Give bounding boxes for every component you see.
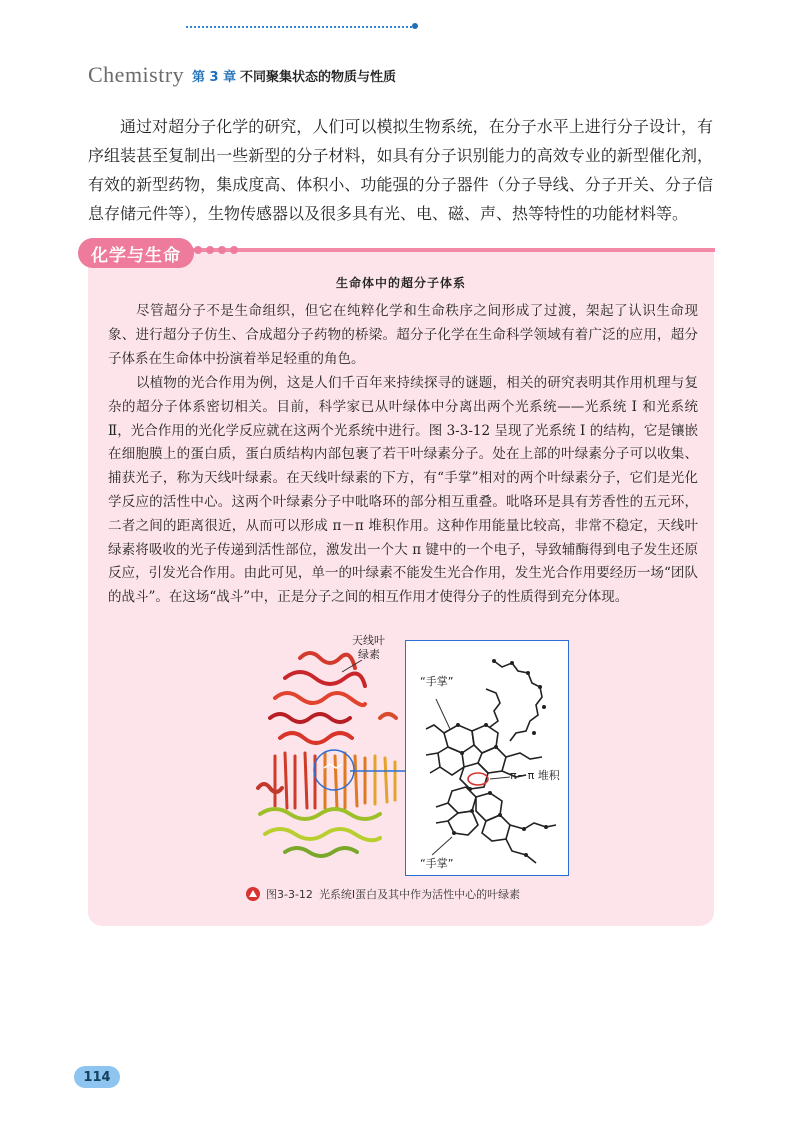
chapter-topic: 不同聚集状态的物质与性质 [240,70,397,85]
header-dotted-rule [186,26,416,28]
protein-ribbon-illustration [240,638,410,878]
label-palm-bottom: “手掌” [420,857,454,870]
feature-box-title: 生命体中的超分子体系 [335,276,466,290]
caption-marker-icon [246,887,260,901]
intro-paragraph: 通过对超分子化学的研究，人们可以模拟生物系统，在分子水平上进行分子设计，有序组装甚至复制出一些新型的分子材料，如具有分子识别能力的高效专业的新型催化剂，有效的新型药物，集成度高、体积小、功能强的分子器件（分子导线、分子开关、分子信息存储元件等），生物传感器以及很多具有光、电、磁、声、热等特性的功能材料等。 [88,117,713,223]
running-header [88,60,428,90]
header-rule-end-dot [412,23,418,29]
label-antenna-line2: 绿素 [358,648,380,661]
feature-box-top-rule [185,248,715,252]
book-title: Chemistry [88,62,185,87]
antenna-pointer [340,660,370,674]
label-palm-top: “手掌” [420,675,454,688]
chapter-label: 第 3 章 [192,70,237,85]
caption-text: 光系统Ⅰ蛋白及其中作为活性中心的叶绿素 [318,888,521,901]
page-number-badge: 114 [74,1066,120,1088]
inset-connector [350,768,408,774]
label-antenna-line1: 天线叶 [352,634,385,647]
tab-decor-dots [190,244,250,256]
feature-paragraph-1: 尽管超分子不是生命组织，但它在纯粹化学和生命秩序之间形成了过渡，架起了认识生命现象、进行超分子仿生、合成超分子药物的桥梁。超分子化学在生命科学领域有着广泛的应用，超分子体系在生命体中扮演着举足轻重的角色。 [108,303,698,367]
caption-number: 图3-3-12 [266,888,313,901]
figure-photosystem [240,634,570,878]
label-pi-stacking: π－π 堆积 [510,769,560,782]
feature-paragraph-2: 以植物的光合作用为例，这是人们千百年来持续探寻的谜题，相关的研究表明其作用机理与复杂的超分子体系密切相关。目前，科学家已从叶绿体中分离出两个光系统——光系统 Ⅰ 和光系统 Ⅱ，光合作用的光化学反应就在这两个光系统中进行。图 3-3-12 呈现了光系统 Ⅰ 的结构，它是镶嵌在细胞膜上的蛋白质，蛋白质结构内部包裹了若干叶绿素分子。处在上部的叶绿素分子可以收集、捕获光子，称为天线叶绿素。在天线叶绿素的下方，有“手掌”相对的两个叶绿素分子，它们是光化学反应的活性中心。这两个叶绿素分子中吡咯环的部分相互重叠。吡咯环是具有芳香性的五元环，二者之间的距离很近，从而可以形成 π－π 堆积作用。这种作用能量比较高，非常不稳定，天线叶绿素将吸收的光子传递到活性部位，激发出一个大 π 键中的一个电子，导致辅酶得到电子发生还原反应，引发光合作用。由此可见，单一的叶绿素不能发生光合作用，发生光合作用要经历一场“团队的战斗”。在这场“战斗”中，正是分子之间的相互作用才使得分子的性质得到充分体现。 [108,375,698,606]
chlorophyll-inset [405,640,569,876]
figure-caption [246,886,666,902]
feature-box-tab: 化学与生命 [78,238,194,268]
